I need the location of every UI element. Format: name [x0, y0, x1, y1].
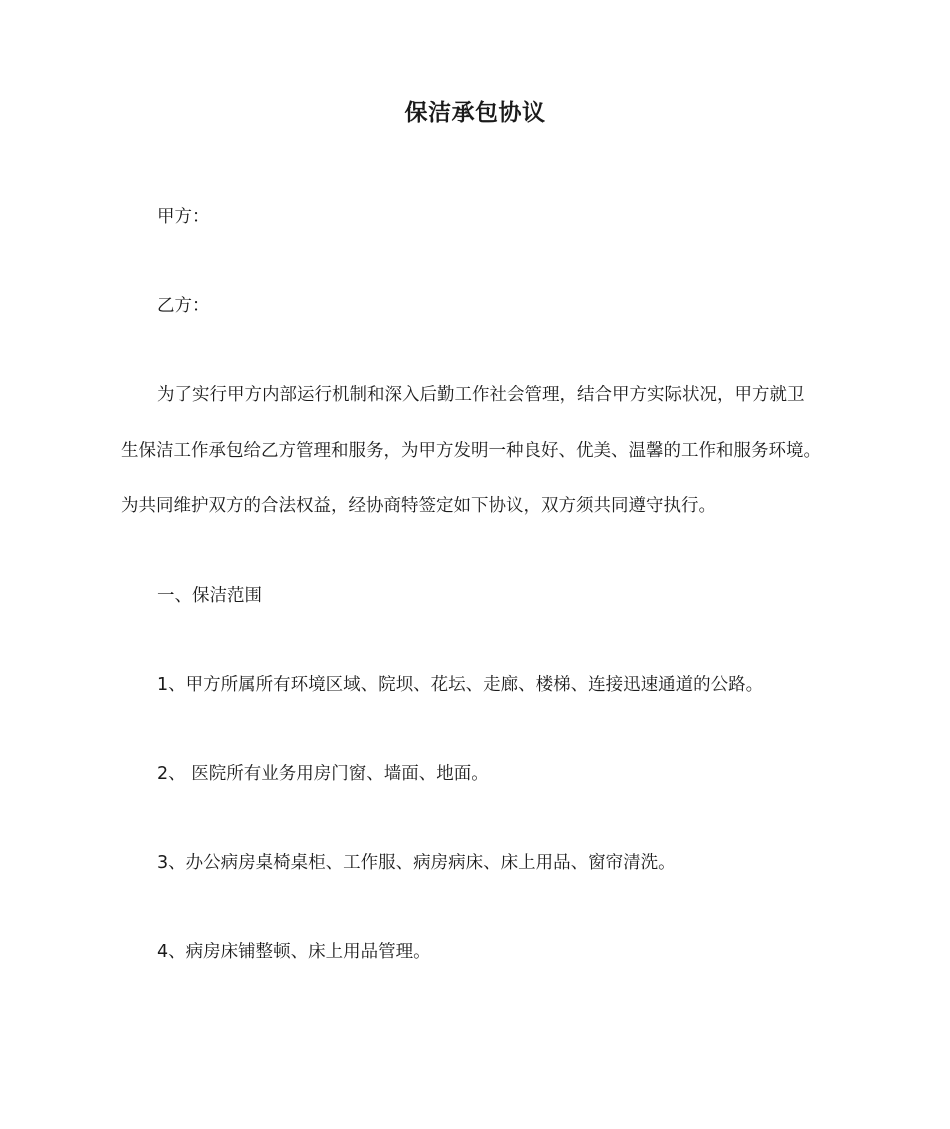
document-title: 保洁承包协议 [404, 100, 546, 126]
list-item: 2、 医院所有业务用房门窗、墙面、地面。 [157, 764, 489, 784]
intro-line-3: 为共同维护双方的合法权益，经协商特签定如下协议，双方须共同遵守执行。 [121, 496, 716, 516]
party-a-label: 甲方： [157, 207, 210, 227]
intro-line-1: 为了实行甲方内部运行机制和深入后勤工作社会管理，结合甲方实际状况，甲方就卫 [157, 385, 805, 405]
list-item: 4、病房床铺整顿、床上用品管理。 [157, 942, 431, 962]
party-b-label: 乙方： [157, 296, 210, 316]
list-item: 3、办公病房桌椅桌柜、工作服、病房病床、床上用品、窗帘清洗。 [157, 853, 676, 873]
section-heading: 一、保洁范围 [157, 586, 262, 606]
intro-line-2: 生保洁工作承包给乙方管理和服务，为甲方发明一种良好、优美、温馨的工作和服务环境。 [121, 441, 821, 461]
list-item: 1、甲方所属所有环境区域、院坝、花坛、走廊、楼梯、连接迅速通道的公路。 [157, 675, 764, 695]
